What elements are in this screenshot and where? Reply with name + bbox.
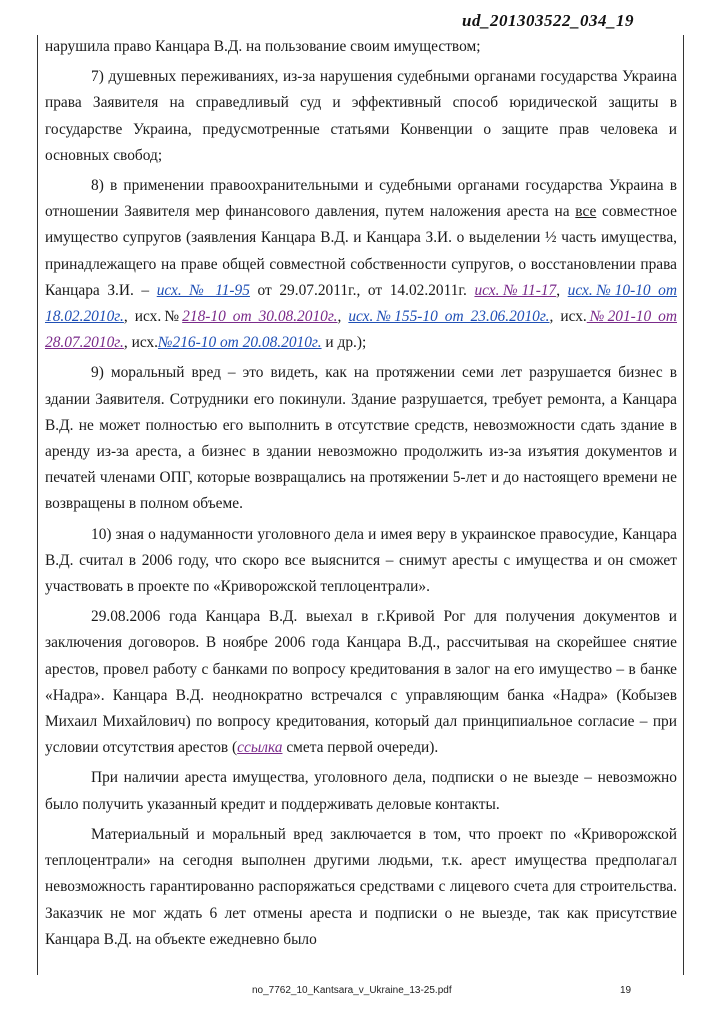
underlined-word: все	[575, 203, 597, 221]
text: от 29.07.2011г., от 14.02.2011г.	[249, 281, 475, 299]
footer-filename: no_7762_10_Kantsara_v_Ukraine_13-25.pdf	[252, 985, 452, 996]
text: , исх.	[549, 308, 587, 326]
paragraph-damage: Материальный и моральный вред заключается в том, что проект по «Криворожской теплоцентрали» на сегодня выполнен другими людьми, т.к. арест имущества предполагал невозможность гарантированно распоряжаться средствами с лицевого счета для строительства. Заказчик не мог ждать 6 лет отмены ареста и подписки о не выезде, так как присутствие Канцара В.Д. на объекте ежедневно было	[45, 825, 677, 948]
text: , исх.№	[123, 308, 183, 326]
text: 8) в применении правоохранительными и судебными органами государства Украина в отношении Заявителя мер финансового давления, путем наложения ареста на	[45, 177, 677, 221]
paragraph-item-10: 10) зная о надуманности уголовного дела и имея веру в украинское правосудие, Канцара В.Д. считал в 2006 году, что скоро все выяснится – снимут аресты с имущества и он сможет участвовать в проекте по «Криворожской теплоцентрали».	[45, 525, 677, 596]
text: совместное имущество супругов (заявления Канцара В.Д. и Канцара З.И. о выделении ½ часть имущества, принадлежащего на праве общей совместной собственности супругов, о восстановлении права Канцара З.И. –	[45, 203, 677, 299]
document-link-216-10[interactable]: №216-10 от 20.08.2010г.	[158, 334, 322, 352]
document-link-155-10[interactable]: исх.№155-10 от 23.06.2010г.	[348, 308, 550, 326]
document-link-11-17[interactable]: исх.№11-17	[474, 281, 557, 299]
text: , исх.	[123, 334, 159, 352]
text: ,	[337, 308, 349, 326]
document-link-201-10[interactable]: №201-10 от 28.07.2010г.	[45, 308, 677, 352]
paragraph-item-8	[45, 173, 677, 356]
text: смета первой очереди).	[282, 739, 439, 757]
text: 29.08.2006 года Канцара В.Д. выехал в г.Кривой Рог для получения документов и заключения договоров. В ноябре 2006 года Канцара В.Д., рассчитывая на скорейшее снятие арестов, провел работу с банками по вопросу кредитования в залог на его имущество – в банке «Надра». Канцара В.Д. неоднократно встречался с управляющим банка «Надра» (Кобызев Михаил Михайлович) по вопросу кредитования, который дал принципиальное согласие – при условии отсутствия арестов (	[45, 608, 677, 757]
paragraph-item-9: 9) моральный вред – это видеть, как на протяжении семи лет разрушается бизнес в здании Заявителя. Сотрудники его покинули. Здание разрушается, требует ремонта, а Канцара В.Д. не может полностью его выполнить в отсутствие средств, невозможности сдать здание в аренду из-за ареста, а бизнес в здании невозможно продолжить из-за изъятия документов и печатей членами ОПГ, которые возвращались на протяжении 5-лет и до настоящего времени не возвращены в полном объеме.	[45, 364, 677, 513]
estimate-link[interactable]: ссылка	[237, 739, 283, 757]
paragraph-trip-details	[45, 604, 677, 761]
paragraph-item-7: 7) душевных переживаниях, из-за нарушения судебными органами государства Украина права Заявителя на справедливый суд и эффективный способ юридической защиты в государстве Украина, предусмотренные статьями Конвенции о защите прав человека и основных свобод;	[45, 68, 677, 164]
text: ,	[556, 281, 568, 299]
paragraph-credit: При наличии ареста имущества, уголовного дела, подписки о не выезде – невозможно было получить указанный кредит и поддерживать деловые контакты.	[45, 769, 677, 813]
document-link-11-95[interactable]: исх. № 11-95	[156, 281, 250, 299]
document-link-10-10[interactable]: исх.№10-10 от 18.02.2010г.	[45, 281, 677, 326]
document-body	[45, 34, 677, 953]
page-footer	[0, 985, 724, 1001]
document-link-218-10[interactable]: 218-10 от 30.08.2010г.	[182, 308, 338, 326]
page-number: 19	[620, 985, 632, 996]
paragraph-continuation: нарушила право Канцара В.Д. на пользование своим имуществом;	[45, 38, 481, 55]
text: и др.);	[321, 334, 367, 352]
document-id: ud_201303522_034_19	[462, 11, 634, 30]
